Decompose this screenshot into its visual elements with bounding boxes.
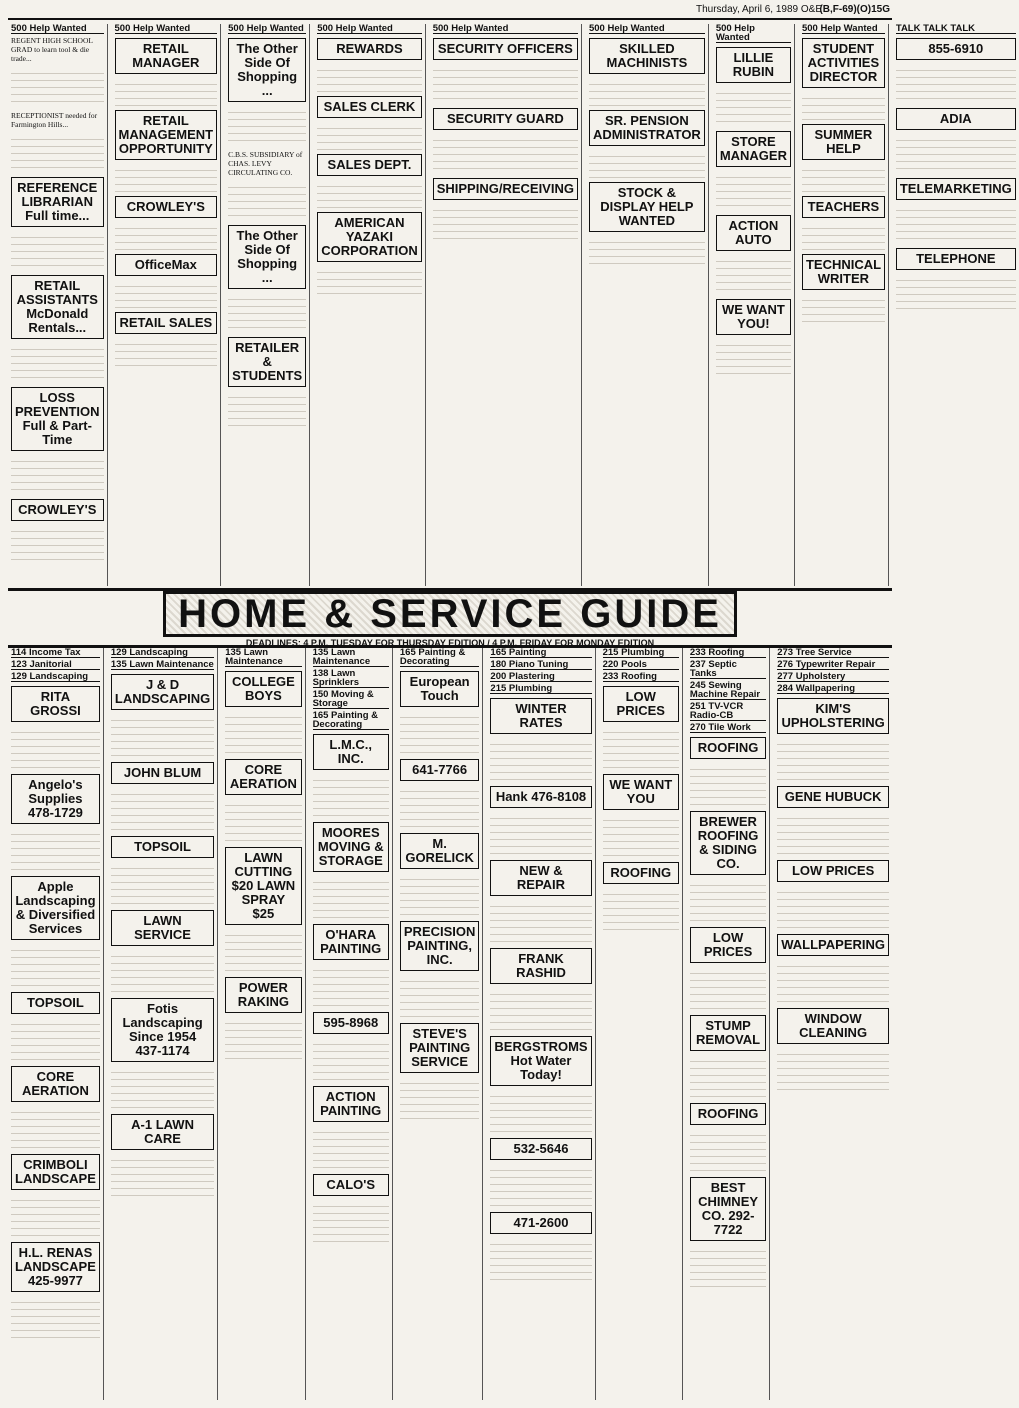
ad-body-text: [11, 1018, 100, 1062]
help-wanted-column: [799, 24, 889, 586]
service-ad: BEST CHIMNEY CO. 292-7722: [690, 1177, 766, 1241]
classified-ad: CROWLEY'S: [115, 196, 218, 218]
ad-body-text: [777, 1048, 889, 1092]
service-ad: Angelo's Supplies 478-1729: [11, 774, 100, 824]
ad-body-text: [115, 222, 218, 250]
category-heading: 233 Roofing: [690, 648, 766, 658]
service-ad: ROOFING: [603, 862, 679, 884]
ad-body-text: [400, 975, 480, 1019]
header-code: (B,F-69)(O)15G: [819, 4, 890, 15]
ad-body-text: [777, 812, 889, 856]
service-ad: A-1 LAWN CARE: [111, 1114, 214, 1150]
category-heading: 165 Painting & Decorating: [400, 648, 480, 667]
help-wanted-column: [8, 24, 108, 586]
service-ad: WINDOW CLEANING: [777, 1008, 889, 1044]
ad-body-text: [11, 525, 104, 565]
service-ad: M. GORELICK: [400, 833, 480, 869]
category-heading: 123 Janitorial: [11, 660, 100, 670]
guide-deadline: DEADLINES: 4 P.M. TUESDAY FOR THURSDAY EDITION / 4 P.M. FRIDAY FOR MONDAY EDITION: [245, 638, 655, 648]
service-ad: Apple Landscaping & Diversified Services: [11, 876, 100, 940]
ad-body-text: [589, 150, 705, 178]
column-heading: 500 Help Wanted: [317, 24, 422, 34]
service-ad: H.L. RENAS LANDSCAPE 425-9977: [11, 1242, 100, 1292]
category-heading: 215 Plumbing: [603, 648, 679, 658]
help-wanted-column: [586, 24, 709, 586]
category-heading: 138 Lawn Sprinklers: [313, 669, 389, 688]
category-heading: 237 Septic Tanks: [690, 660, 766, 679]
ad-body-text: [490, 988, 591, 1032]
classified-ad: The Other Side Of Shopping ...: [228, 38, 306, 102]
help-wanted-column: [430, 24, 582, 586]
classified-ad: STOCK & DISPLAY HELP WANTED: [589, 182, 705, 232]
column-heading: 500 Help Wanted: [433, 24, 578, 34]
ad-body-text: [690, 879, 766, 923]
ad-body-text: [111, 1154, 214, 1198]
ad-body-text: [317, 64, 422, 92]
ad-body-text: [111, 1066, 214, 1110]
service-ad: RITA GROSSI: [11, 686, 100, 722]
category-heading: 135 Lawn Maintenance: [313, 648, 389, 667]
ad-body-text: [490, 1164, 591, 1208]
service-column: [687, 648, 770, 1400]
category-heading: 220 Pools: [603, 660, 679, 670]
ad-body-text: [11, 726, 100, 770]
service-ad: WE WANT YOU: [603, 774, 679, 810]
ad-body-text: [490, 812, 591, 856]
ad-body-text: [400, 873, 480, 917]
header-date: Thursday, April 6, 1989 O&E: [696, 4, 822, 15]
ad-body-text: [228, 391, 306, 431]
page-header: [8, 4, 892, 20]
ad-body-text: [115, 338, 218, 366]
service-ad: BREWER ROOFING & SIDING CO.: [690, 811, 766, 875]
classified-ad: STUDENT ACTIVITIES DIRECTOR: [802, 38, 885, 88]
service-ad: 532-5646: [490, 1138, 591, 1160]
classified-ad: LILLIE RUBIN: [716, 47, 791, 83]
ad-body-text: [716, 339, 791, 379]
service-guide-section: [8, 648, 892, 1400]
ad-body-text: [690, 763, 766, 807]
category-heading: 180 Piano Tuning: [490, 660, 591, 670]
category-heading: 277 Upholstery: [777, 672, 889, 682]
classified-ad: REFERENCE LIBRARIAN Full time...: [11, 177, 104, 227]
classified-ad: RECEPTIONIST needed for Farmington Hills...: [11, 111, 98, 129]
classified-ad: TELEPHONE: [896, 248, 1016, 270]
classified-ad: 855-6910: [896, 38, 1016, 60]
help-wanted-column: [893, 24, 1019, 586]
service-ad: POWER RAKING: [225, 977, 301, 1013]
ad-body-text: [115, 78, 218, 106]
ad-body-text: [400, 785, 480, 829]
service-ad: TOPSOIL: [111, 836, 214, 858]
ad-body-text: [111, 862, 214, 906]
ad-body-text: [11, 828, 100, 872]
ad-body-text: [777, 886, 889, 930]
service-ad: LAWN SERVICE: [111, 910, 214, 946]
help-wanted-column: [314, 24, 426, 586]
classified-ad: TEACHERS: [802, 196, 885, 218]
help-wanted-section: [8, 23, 1012, 586]
classified-ad: TECHNICAL WRITER: [802, 254, 885, 290]
service-column: [8, 648, 104, 1400]
ad-body-text: [896, 274, 1016, 314]
ad-body-text: [896, 204, 1016, 244]
service-ad: LOW PRICES: [603, 686, 679, 722]
ad-body-text: [228, 181, 306, 221]
ad-body-text: [802, 294, 885, 322]
ad-body-text: [802, 164, 885, 192]
ad-body-text: [11, 1194, 100, 1238]
ad-body-text: [115, 280, 218, 308]
classified-ad: RETAIL MANAGER: [115, 38, 218, 74]
service-ad: 471-2600: [490, 1212, 591, 1234]
column-heading: 500 Help Wanted: [802, 24, 885, 34]
classified-ad: SR. PENSION ADMINISTRATOR: [589, 110, 705, 146]
service-ad: KIM'S UPHOLSTERING: [777, 698, 889, 734]
ad-body-text: [225, 799, 301, 843]
classified-ad: The Other Side Of Shopping ...: [228, 225, 306, 289]
service-ad: BERGSTROMS Hot Water Today!: [490, 1036, 591, 1086]
service-ad: O'HARA PAINTING: [313, 924, 389, 960]
column-heading: 500 Help Wanted: [11, 24, 104, 34]
service-column: [397, 648, 484, 1400]
ad-body-text: [716, 87, 791, 127]
ad-body-text: [313, 1038, 389, 1082]
service-ad: WINTER RATES: [490, 698, 591, 734]
category-heading: 276 Typewriter Repair: [777, 660, 889, 670]
service-ad: CALO'S: [313, 1174, 389, 1196]
classified-ad: RETAILER & STUDENTS: [228, 337, 306, 387]
ad-body-text: [433, 64, 578, 104]
ad-body-text: [225, 1017, 301, 1061]
ad-body-text: [111, 714, 214, 758]
category-heading: 245 Sewing Machine Repair: [690, 681, 766, 700]
service-ad: 595-8968: [313, 1012, 389, 1034]
ad-body-text: [228, 293, 306, 333]
ad-body-text: [433, 134, 578, 174]
ad-body-text: [896, 64, 1016, 104]
service-ad: ACTION PAINTING: [313, 1086, 389, 1122]
classified-ad: SUMMER HELP: [802, 124, 885, 160]
service-column: [774, 648, 892, 1400]
ad-body-text: [313, 1200, 389, 1244]
column-heading: 500 Help Wanted: [589, 24, 705, 34]
service-column: [487, 648, 595, 1400]
ad-body-text: [400, 711, 480, 755]
classified-ad: OfficeMax: [115, 254, 218, 276]
service-ad: Hank 476-8108: [490, 786, 591, 808]
ad-body-text: [777, 960, 889, 1004]
category-heading: 165 Painting & Decorating: [313, 711, 389, 730]
category-heading: 200 Plastering: [490, 672, 591, 682]
ad-body-text: [603, 814, 679, 858]
ad-body-text: [490, 1090, 591, 1134]
ad-body-text: [313, 964, 389, 1008]
ad-body-text: [896, 134, 1016, 174]
classified-ad: AMERICAN YAZAKI CORPORATION: [317, 212, 422, 262]
classified-ad: SALES DEPT.: [317, 154, 422, 176]
ad-body-text: [11, 944, 100, 988]
ad-body-text: [716, 171, 791, 211]
ad-body-text: [603, 726, 679, 770]
column-heading: 500 Help Wanted: [228, 24, 306, 34]
service-ad: European Touch: [400, 671, 480, 707]
service-ad: NEW & REPAIR: [490, 860, 591, 896]
ad-body-text: [11, 1106, 100, 1150]
ad-body-text: [603, 888, 679, 932]
home-service-guide-banner: [8, 588, 892, 648]
service-ad: STUMP REMOVAL: [690, 1015, 766, 1051]
category-heading: 273 Tree Service: [777, 648, 889, 658]
service-ad: LAWN CUTTING $20 LAWN SPRAY $25: [225, 847, 301, 925]
ad-body-text: [115, 164, 218, 192]
column-heading: 500 Help Wanted: [716, 24, 791, 43]
service-ad: LOW PRICES: [777, 860, 889, 882]
ad-body-text: [228, 106, 306, 146]
service-ad: CORE AERATION: [225, 759, 301, 795]
ad-body-text: [11, 1296, 100, 1340]
service-column: [600, 648, 683, 1400]
service-ad: GENE HUBUCK: [777, 786, 889, 808]
classified-ad: SHIPPING/RECEIVING: [433, 178, 578, 200]
ad-body-text: [11, 133, 104, 173]
classified-ad: WE WANT YOU!: [716, 299, 791, 335]
ad-body-text: [317, 266, 422, 294]
service-ad: CRIMBOLI LANDSCAPE: [11, 1154, 100, 1190]
category-heading: 114 Income Tax: [11, 648, 100, 658]
ad-body-text: [690, 1055, 766, 1099]
classified-ad: SECURITY GUARD: [433, 108, 578, 130]
classified-ad: REGENT HIGH SCHOOL GRAD to learn tool & die trade...: [11, 36, 93, 63]
ad-body-text: [317, 122, 422, 150]
ad-body-text: [11, 343, 104, 383]
service-ad: Fotis Landscaping Since 1954 437-1174: [111, 998, 214, 1062]
category-heading: 135 Lawn Maintenance: [225, 648, 301, 667]
ad-body-text: [433, 204, 578, 244]
classified-ad: STORE MANAGER: [716, 131, 791, 167]
ad-body-text: [777, 738, 889, 782]
category-heading: 251 TV-VCR Radio-CB: [690, 702, 766, 721]
classified-ad: C.B.S. SUBSIDIARY of CHAS. LEVY CIRCULATING CO.: [228, 150, 303, 177]
column-heading: 500 Help Wanted: [115, 24, 218, 34]
ad-body-text: [11, 231, 104, 271]
classified-ad: ACTION AUTO: [716, 215, 791, 251]
ad-body-text: [690, 967, 766, 1011]
ad-body-text: [111, 950, 214, 994]
ad-body-text: [313, 1126, 389, 1170]
ad-body-text: [313, 774, 389, 818]
service-ad: LOW PRICES: [690, 927, 766, 963]
classified-ad: SKILLED MACHINISTS: [589, 38, 705, 74]
category-heading: 215 Plumbing: [490, 684, 591, 694]
ad-body-text: [802, 222, 885, 250]
classified-ad: RETAIL ASSISTANTS McDonald Rentals...: [11, 275, 104, 339]
service-ad: J & D LANDSCAPING: [111, 674, 214, 710]
classified-ad: TELEMARKETING: [896, 178, 1016, 200]
category-heading: 129 Landscaping: [11, 672, 100, 682]
ad-body-text: [490, 738, 591, 782]
ad-body-text: [802, 92, 885, 120]
category-heading: 165 Painting: [490, 648, 591, 658]
service-ad: L.M.C., INC.: [313, 734, 389, 770]
category-heading: 135 Lawn Maintenance: [110, 659, 214, 670]
help-wanted-column: [713, 24, 795, 586]
service-ad: FRANK RASHID: [490, 948, 591, 984]
service-column: [310, 648, 393, 1400]
help-wanted-column: [112, 24, 222, 586]
classified-ad: LOSS PREVENTION Full & Part-Time: [11, 387, 104, 451]
guide-title: HOME & SERVICE GUIDE: [163, 591, 737, 637]
category-heading: 150 Moving & Storage: [313, 690, 389, 709]
ad-body-text: [490, 900, 591, 944]
ad-body-text: [225, 929, 301, 973]
service-column: [108, 648, 218, 1400]
service-ad: ROOFING: [690, 737, 766, 759]
ad-body-text: [317, 180, 422, 208]
ad-body-text: [690, 1129, 766, 1173]
service-column: [222, 648, 305, 1400]
classified-ad: RETAIL MANAGEMENT OPPORTUNITY: [115, 110, 218, 160]
classified-ad: ADIA: [896, 108, 1016, 130]
classified-ad: SALES CLERK: [317, 96, 422, 118]
ad-body-text: [111, 788, 214, 832]
service-ad: TOPSOIL: [11, 992, 100, 1014]
ad-body-text: [313, 876, 389, 920]
ad-body-text: [589, 236, 705, 264]
service-ad: 641-7766: [400, 759, 480, 781]
service-ad: PRECISION PAINTING, INC.: [400, 921, 480, 971]
category-heading: 233 Roofing: [603, 672, 679, 682]
service-ad: STEVE'S PAINTING SERVICE: [400, 1023, 480, 1073]
ad-body-text: [11, 455, 104, 495]
service-ad: ROOFING: [690, 1103, 766, 1125]
ad-body-text: [490, 1238, 591, 1282]
service-ad: JOHN BLUM: [111, 762, 214, 784]
help-wanted-column: [225, 24, 310, 586]
ad-body-text: [400, 1077, 480, 1121]
classified-ad: CROWLEY'S: [11, 499, 104, 521]
ad-body-text: [589, 78, 705, 106]
classified-ad: RETAIL SALES: [115, 312, 218, 334]
service-ad: MOORES MOVING & STORAGE: [313, 822, 389, 872]
ad-body-text: [690, 1245, 766, 1289]
category-heading: 129 Landscaping: [111, 648, 214, 658]
service-ad: COLLEGE BOYS: [225, 671, 301, 707]
service-ad: CORE AERATION: [11, 1066, 100, 1102]
classified-ad: SECURITY OFFICERS: [433, 38, 578, 60]
category-heading: 270 Tile Work: [690, 723, 766, 733]
ad-body-text: [225, 711, 301, 755]
classified-ad: REWARDS: [317, 38, 422, 60]
category-heading: 284 Wallpapering: [777, 684, 889, 694]
ad-body-text: [716, 255, 791, 295]
service-ad: WALLPAPERING: [777, 934, 889, 956]
column-heading: TALK TALK TALK: [896, 24, 1016, 34]
ad-body-text: [11, 67, 104, 107]
